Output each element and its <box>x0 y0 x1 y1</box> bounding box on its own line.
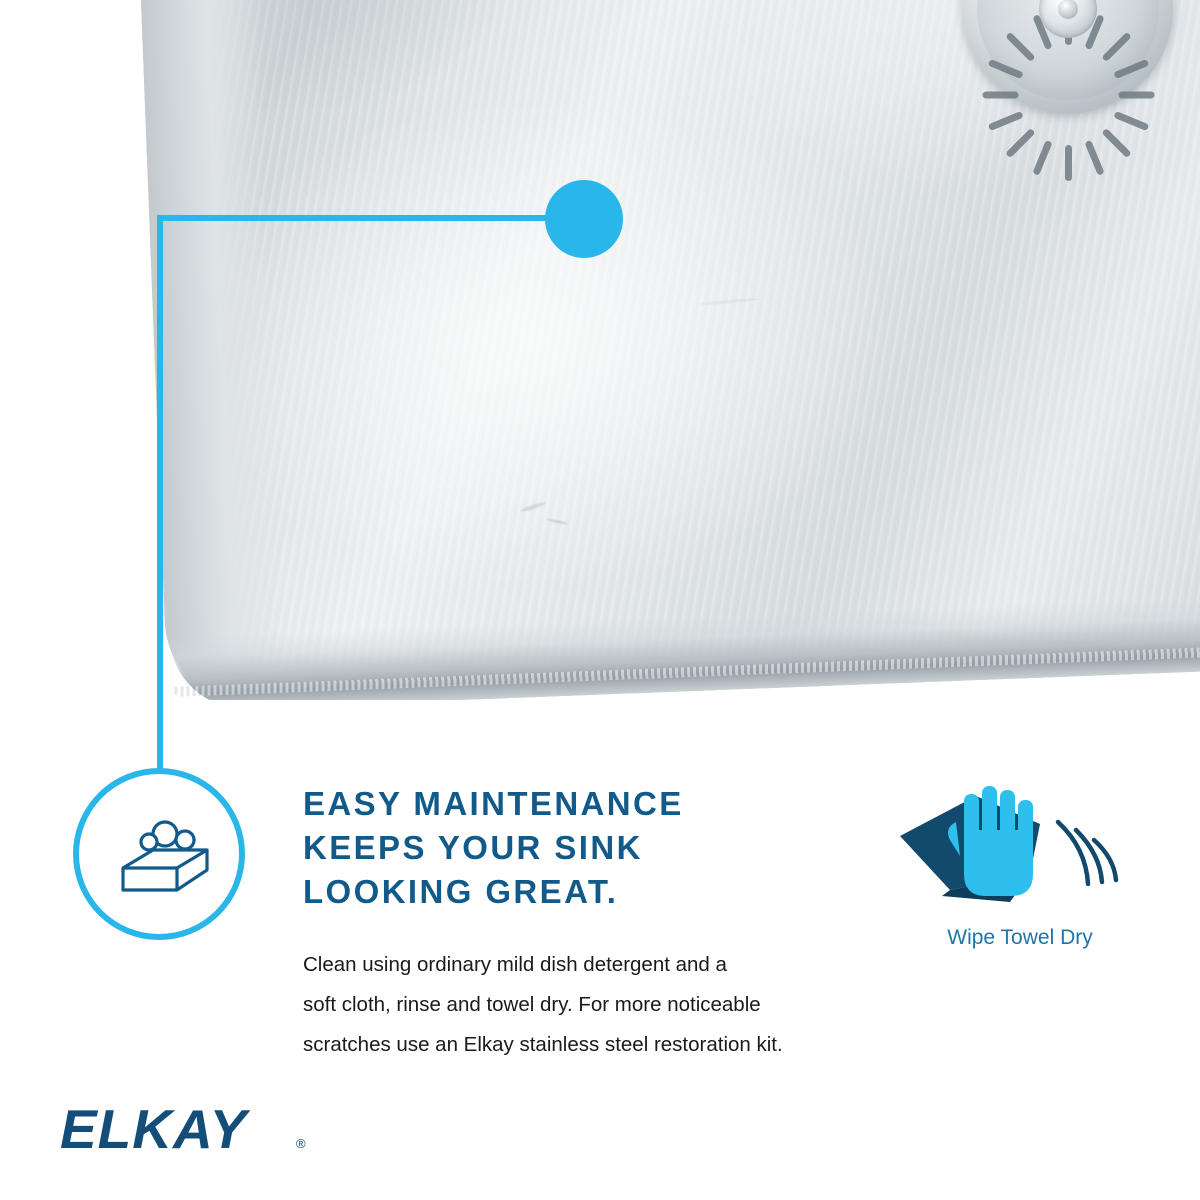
headline <box>303 782 903 914</box>
headline-line-3: LOOKING GREAT. <box>303 873 619 910</box>
body-copy <box>303 945 903 1065</box>
sink-left-wall <box>133 0 289 700</box>
wipe-towel-dry-badge <box>890 778 1150 978</box>
body-line-2: soft cloth, rinse and towel dry. For more noticeable <box>303 993 761 1016</box>
body-line-1: Clean using ordinary mild dish detergent and a <box>303 953 727 976</box>
headline-line-2: KEEPS YOUR SINK <box>303 829 643 866</box>
wipe-towel-dry-label: Wipe Towel Dry <box>947 926 1093 949</box>
sponge-icon-badge <box>73 768 245 940</box>
hand-wiping-cloth-icon <box>890 778 1150 928</box>
body-line-3: scratches use an Elkay stainless steel restoration kit. <box>303 1033 783 1056</box>
callout-line-horizontal <box>157 215 547 221</box>
sink-drain-strainer <box>963 0 1173 114</box>
registered-mark: ® <box>296 1136 306 1151</box>
elkay-wordmark: ELKAY <box>60 1098 248 1160</box>
elkay-logo <box>60 1100 320 1160</box>
accent-dot <box>545 180 623 258</box>
callout-line-vertical <box>157 215 163 780</box>
headline-line-1: EASY MAINTENANCE <box>303 785 684 822</box>
sponge-icon <box>109 804 221 916</box>
